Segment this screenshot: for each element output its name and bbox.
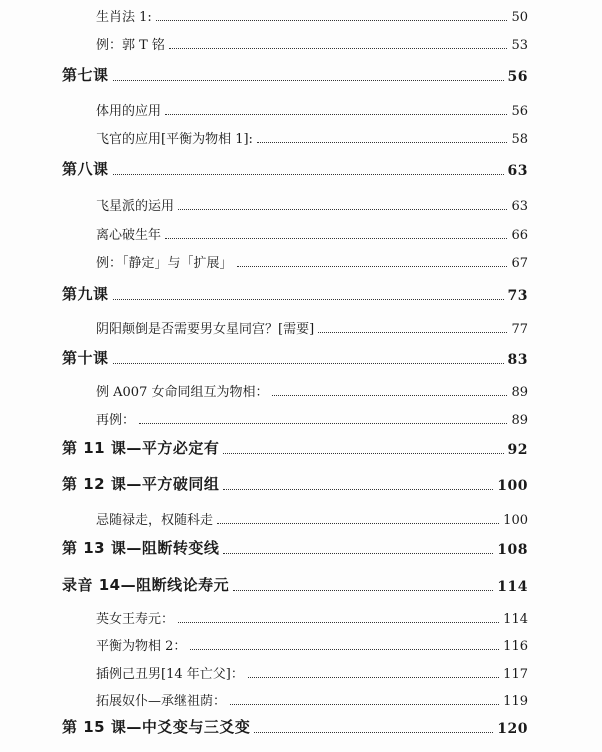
toc-leader-dots <box>156 19 508 21</box>
toc-chapter-title: 第七课 <box>62 66 109 84</box>
toc-entry-title: 例：郭 T 铭 <box>96 38 165 53</box>
toc-entry-title: 离心破生年 <box>96 228 162 243</box>
toc-chapter-title: 第 13 课—阻断转变线 <box>62 539 220 557</box>
toc-chapter[interactable] <box>62 64 528 85</box>
toc-page-number: 100 <box>497 478 528 494</box>
toc-page-number: 53 <box>511 38 528 53</box>
toc-entry[interactable] <box>96 663 528 682</box>
toc-page-number: 89 <box>511 385 528 400</box>
toc-page-number: 58 <box>511 132 528 147</box>
toc-chapter[interactable] <box>62 716 528 737</box>
toc-leader-dots <box>139 422 507 424</box>
toc-chapter[interactable] <box>62 574 528 595</box>
toc-entry[interactable] <box>96 128 528 147</box>
toc-leader-dots <box>217 522 499 524</box>
toc-page-number: 56 <box>511 104 528 119</box>
toc-leader-dots <box>254 731 493 733</box>
toc-entry-title: 拓展奴仆—承继祖荫： <box>96 694 227 709</box>
toc-chapter[interactable] <box>62 347 528 368</box>
toc-leader-dots <box>272 394 507 396</box>
toc-leader-dots <box>178 208 507 210</box>
toc-leader-dots <box>230 703 499 705</box>
toc-leader-dots <box>223 488 493 490</box>
toc-leader-dots <box>113 79 504 81</box>
toc-chapter[interactable] <box>62 537 528 558</box>
toc-page-number: 63 <box>511 199 528 214</box>
toc-entry-title: 再例： <box>96 413 136 428</box>
toc-entry-title: 插例己丑男[14 年亡父]： <box>96 667 244 682</box>
toc-leader-dots <box>233 589 493 591</box>
toc-page-number: 63 <box>507 163 528 179</box>
toc-leader-dots <box>223 452 503 454</box>
toc-entry[interactable] <box>96 34 528 53</box>
toc-chapter-title: 第十课 <box>62 349 109 367</box>
toc-page-number: 89 <box>511 413 528 428</box>
toc-page-number: 67 <box>511 256 528 271</box>
toc-leader-dots <box>113 173 504 175</box>
toc-page-number: 66 <box>511 228 528 243</box>
toc-page-number: 100 <box>503 513 528 528</box>
toc-chapter-title: 第 15 课—中爻变与三爻变 <box>62 718 251 736</box>
toc-page-number: 119 <box>503 694 528 709</box>
toc-page-number: 77 <box>511 322 528 337</box>
toc-page-number: 114 <box>503 612 528 627</box>
toc-entry[interactable] <box>96 100 528 119</box>
toc-leader-dots <box>190 648 499 650</box>
toc-entry-title: 平衡为物相 2： <box>96 639 187 654</box>
toc-page-number: 114 <box>497 579 528 595</box>
toc-chapter[interactable] <box>62 283 528 304</box>
toc-entry[interactable] <box>96 318 528 337</box>
toc-entry[interactable] <box>96 381 528 400</box>
toc-leader-dots <box>169 47 508 49</box>
toc-entry[interactable] <box>96 409 528 428</box>
toc-leader-dots <box>223 552 493 554</box>
toc-entry-title: 英女王寿元： <box>96 612 175 627</box>
toc-leader-dots <box>237 265 508 267</box>
toc-chapter[interactable] <box>62 473 528 494</box>
toc-page-number: 56 <box>507 69 528 85</box>
toc-entry-title: 例 A007 女命同组互为物相： <box>96 385 269 400</box>
toc-entry-title: 例：「静定」与「扩展」 <box>96 256 233 271</box>
toc-page-number: 83 <box>507 352 528 368</box>
toc-entry[interactable] <box>96 509 528 528</box>
toc-entry[interactable] <box>96 690 528 709</box>
toc-entry-title: 生肖法 1: <box>96 10 152 25</box>
toc-leader-dots <box>165 237 507 239</box>
toc-leader-dots <box>113 298 504 300</box>
toc-leader-dots <box>178 621 499 623</box>
toc-chapter-title: 第九课 <box>62 285 109 303</box>
toc-page-number: 50 <box>511 10 528 25</box>
toc-chapter-title: 第八课 <box>62 160 109 178</box>
toc-chapter[interactable] <box>62 158 528 179</box>
toc-entry[interactable] <box>96 6 528 25</box>
toc-leader-dots <box>248 676 499 678</box>
toc-chapter-title: 第 11 课—平方必定有 <box>62 439 220 457</box>
toc-entry-title: 体用的应用 <box>96 104 162 119</box>
toc-leader-dots <box>318 331 507 333</box>
toc-entry[interactable] <box>96 608 528 627</box>
toc-leader-dots <box>113 362 504 364</box>
toc-page-number: 120 <box>497 721 528 737</box>
toc-page-number: 117 <box>503 667 528 682</box>
toc-leader-dots <box>165 113 507 115</box>
toc-entry[interactable] <box>96 195 528 214</box>
toc-entry-title: 忌随禄走，权随科走 <box>96 513 214 528</box>
toc-entry[interactable] <box>96 252 528 271</box>
toc-leader-dots <box>257 141 508 143</box>
toc-entry[interactable] <box>96 224 528 243</box>
toc-entry-title: 阴阳颠倒是否需要男女星同宫？[需要] <box>96 322 315 337</box>
toc-page-number: 116 <box>503 639 528 654</box>
toc-page-number: 108 <box>497 542 528 558</box>
toc-entry-title: 飞星派的运用 <box>96 199 175 214</box>
toc-entry[interactable] <box>96 635 528 654</box>
toc-chapter[interactable] <box>62 437 528 458</box>
toc-page-number: 92 <box>507 442 528 458</box>
toc-chapter-title: 第 12 课—平方破同组 <box>62 475 220 493</box>
toc-page-number: 73 <box>507 288 528 304</box>
toc-entry-title: 飞官的应用[平衡为物相 1]: <box>96 132 253 147</box>
toc-chapter-title: 录音 14—阻断线论寿元 <box>62 576 230 594</box>
